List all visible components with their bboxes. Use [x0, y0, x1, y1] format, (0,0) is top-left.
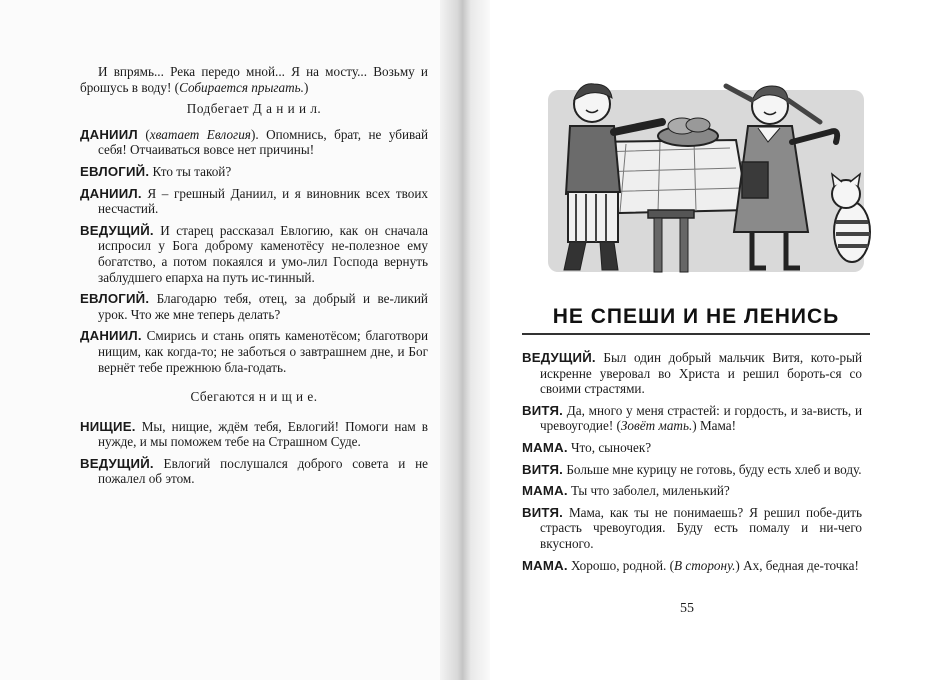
dialogue-text: ) Мама! [692, 418, 737, 434]
dialogue-text: ) Ах, бедная де-точка! [735, 557, 859, 573]
stage-direction: Зовёт мать. [620, 418, 693, 434]
book-gutter [440, 0, 490, 680]
speaker-name: ВИТЯ. [522, 504, 564, 520]
speaker-name: ДАНИИЛ [80, 126, 138, 142]
dialogue-line [80, 456, 428, 487]
dialogue-text: Ты что заболел, миленький? [570, 483, 730, 499]
stage-direction: хватает Евлогия [149, 126, 251, 142]
dialogue-text: Я – грешный Даниил, и я виновник всех твоих несчастий. [98, 185, 428, 217]
dialogue-line [522, 558, 862, 574]
speaker-name: ЕВЛОГИЙ. [80, 163, 150, 179]
dialogue-text: Да, много у меня страстей: и гордость, и за-висть, и чревоугодие! ( [540, 402, 862, 434]
dialogue-line [522, 350, 862, 397]
dialogue-line [80, 223, 428, 285]
dialogue-line [80, 328, 428, 375]
speaker-name: ЕВЛОГИЙ. [80, 291, 150, 307]
dialogue-text: Смирись и стань опять каменотёсом; благотвори нищим, как когда-то; не заботься о завтрашнем дне, и Бог вернёт тебе прежнюю бла-годать. [98, 328, 428, 375]
dialogue-text: И старец рассказал Евлогию, как он сначала испросил у Бога доброму каменотёсу не-полезное ему богатство, а потом покаялся и умо-лил Господа вернуть заблудшего епарха на путь ис-тинный. [98, 222, 429, 285]
paragraph-text: ) [303, 79, 309, 95]
boy-shirt [566, 126, 620, 194]
dialogue-line [522, 483, 862, 499]
title-underline [522, 333, 870, 335]
dialogue-line [522, 403, 862, 434]
dialogue-line [522, 505, 862, 552]
left-page-text [80, 64, 428, 493]
children-with-cat-illustration-icon [530, 82, 878, 276]
speaker-name: МАМА. [522, 483, 568, 499]
dialogue-text: ). Опомнись, брат, не убивай себя! Отчаиваться вовсе нет причины! [98, 126, 429, 158]
dialogue-text: Кто ты такой? [152, 163, 232, 179]
paragraph-text: И впрямь... Река передо мной... Я на мосту... Возьму и брошусь в воду! ( [80, 64, 428, 95]
speaker-name: МАМА. [522, 557, 568, 573]
speaker-name: ВЕДУЩИЙ. [80, 455, 154, 471]
speaker-name: МАМА. [522, 439, 568, 455]
dialogue-line [80, 291, 428, 322]
page-number: 55 [680, 601, 694, 616]
speaker-name: ВЕДУЩИЙ. [522, 350, 596, 365]
dialogue-text: Мама, как ты не понимаешь? Я решил побе-дить страсть чревоугодия. Буду есть помалу и ни-чего вкусного. [540, 504, 863, 551]
dialogue-text: Хорошо, родной. ( [570, 557, 675, 573]
dialogue-text: Благодарю тебя, отец, за добрый и ве-ликий урок. Что же мне теперь делать? [98, 291, 428, 322]
dialogue-text: Евлогий послушался доброго совета и не пожалел об этом. [98, 455, 428, 487]
speaker-name: ДАНИИЛ. [80, 328, 142, 344]
stage-direction: Собирается прыгать. [179, 79, 304, 95]
speaker-name: НИЩИЕ. [80, 418, 136, 434]
story-title: НЕ СПЕШИ И НЕ ЛЕНИСЬ [552, 305, 840, 328]
speaker-name: ВЕДУЩИЙ. [80, 222, 154, 238]
dialogue-text: Был один добрый мальчик Витя, кото-рый искренне уверовал во Христа и решил бороть-ся со своими страстями. [540, 350, 862, 397]
right-page-text [522, 350, 862, 579]
dialogue-text: Мы, нищие, ждём тебя, Евлогий! Помоги нам в нужде, и мы поможем тебе на Страшном Суде. [98, 418, 428, 450]
dialogue-line [80, 164, 428, 180]
stage-note: Сбегаются н и щ и е. [190, 389, 318, 405]
dialogue-text: Что, сыночек? [570, 439, 652, 455]
paragraph [80, 64, 428, 95]
dialogue-line [522, 462, 862, 478]
speaker-name: ВИТЯ. [522, 402, 564, 418]
dialogue-text: Больше мне курицу не готовь, буду есть хлеб и воду. [566, 461, 862, 477]
speaker-name: ВИТЯ. [522, 461, 564, 477]
dialogue-line [80, 186, 428, 217]
dialogue-line [522, 440, 862, 456]
dialogue-line: ДАНИИЛ (хватает Евлогия). Опомнись, брат, не убивай себя! Отчаиваться вовсе нет причины! [80, 126, 429, 158]
speaker-name: ДАНИИЛ. [80, 185, 142, 201]
dialogue-line [80, 419, 428, 450]
book-shape [742, 162, 768, 198]
stage-note: Подбегает Д а н и и л. [186, 101, 322, 117]
stage-direction: В сторону. [674, 557, 736, 573]
